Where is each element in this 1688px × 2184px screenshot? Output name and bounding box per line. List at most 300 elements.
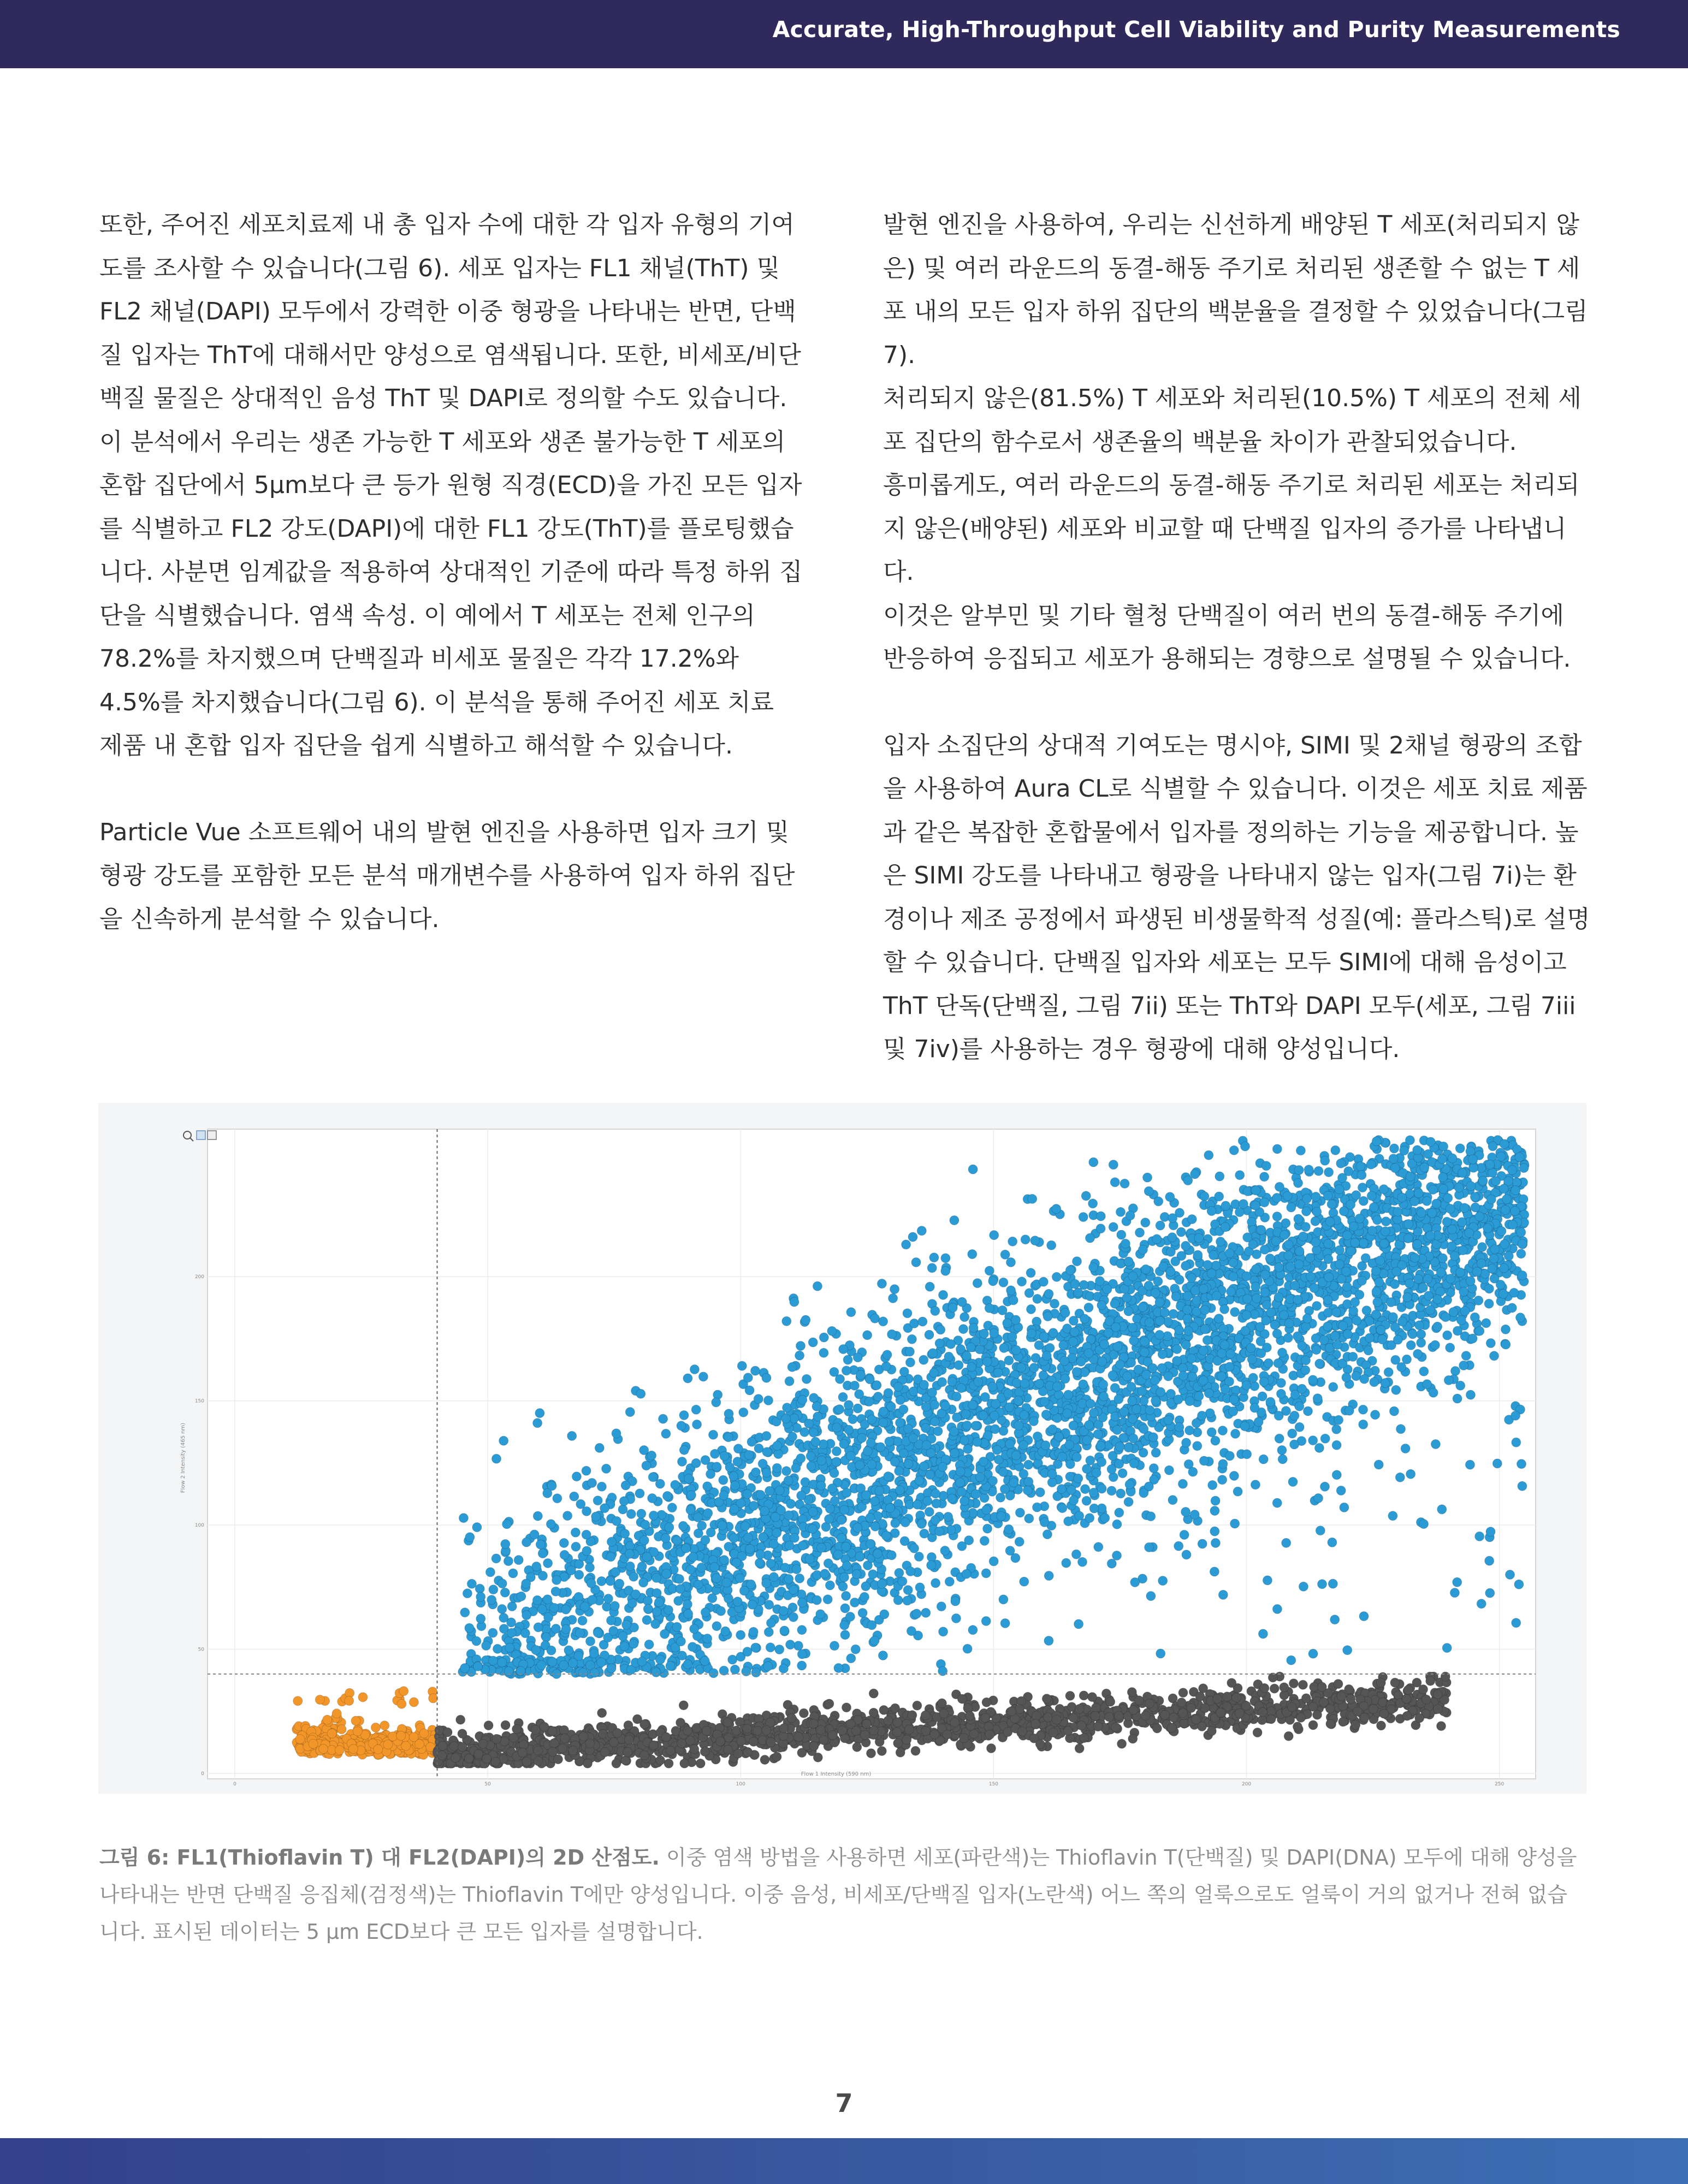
- point-cell: [697, 1521, 707, 1530]
- point-cell: [830, 1641, 839, 1651]
- point-cell: [1181, 1241, 1191, 1250]
- point-cell: [1276, 1389, 1286, 1398]
- point-cell: [671, 1480, 680, 1489]
- point-cell: [825, 1515, 834, 1524]
- point-cell: [1500, 1140, 1509, 1149]
- point-cell: [1124, 1257, 1133, 1266]
- point-cell: [939, 1627, 948, 1636]
- point-protein: [702, 1726, 711, 1736]
- point-cell: [651, 1619, 660, 1629]
- point-protein: [661, 1732, 671, 1742]
- left-paragraph-2: Particle Vue 소프트웨어 내의 발현 엔진을 사용하면 입자 크기 및 형광 강도를 포함한 모든 분석 매개변수를 사용하여 입자 하위 집단을 신속하게 분석할 수 있습니다.: [99, 818, 795, 933]
- point-cell: [1065, 1472, 1075, 1481]
- point-cell: [920, 1529, 929, 1538]
- point-cell: [648, 1494, 657, 1503]
- point-protein: [867, 1749, 876, 1758]
- point-cell: [764, 1396, 773, 1405]
- point-cell: [1182, 1550, 1191, 1559]
- point-protein: [1270, 1684, 1279, 1693]
- point-cell: [522, 1538, 531, 1547]
- point-cell: [1431, 1440, 1440, 1449]
- point-protein: [1200, 1704, 1210, 1713]
- point-cell: [947, 1377, 957, 1386]
- point-cell: [840, 1630, 850, 1640]
- point-protein: [1433, 1690, 1442, 1699]
- point-cell: [785, 1376, 794, 1386]
- point-cell: [1242, 1450, 1252, 1459]
- point-protein: [560, 1734, 570, 1743]
- point-cell: [968, 1165, 978, 1174]
- point-cell: [1299, 1582, 1308, 1591]
- point-cell: [636, 1389, 645, 1398]
- point-protein: [478, 1740, 488, 1749]
- point-protein: [1111, 1723, 1121, 1732]
- point-protein: [1080, 1734, 1089, 1743]
- point-cell: [1281, 1219, 1290, 1228]
- point-protein: [1195, 1692, 1205, 1701]
- point-cell: [533, 1511, 542, 1521]
- point-cell: [1011, 1315, 1021, 1325]
- point-protein: [724, 1745, 733, 1754]
- point-cell: [751, 1366, 760, 1375]
- point-cell: [611, 1568, 620, 1577]
- point-cell: [1241, 1142, 1250, 1151]
- point-cell: [846, 1308, 856, 1317]
- point-protein: [1227, 1678, 1236, 1688]
- point-protein: [860, 1730, 869, 1740]
- point-protein: [1426, 1676, 1435, 1686]
- point-protein: [743, 1748, 753, 1757]
- point-protein: [787, 1713, 796, 1723]
- point-cell: [716, 1606, 726, 1616]
- point-protein: [950, 1718, 960, 1727]
- point-protein: [723, 1718, 732, 1727]
- point-protein: [1232, 1693, 1241, 1702]
- point-cell: [1272, 1144, 1282, 1154]
- point-protein: [548, 1747, 558, 1756]
- point-cell: [835, 1405, 844, 1414]
- point-protein: [1042, 1694, 1051, 1704]
- point-cell: [679, 1411, 689, 1420]
- point-cell: [1109, 1160, 1118, 1170]
- point-cell: [973, 1279, 982, 1288]
- point-cell: [1048, 1425, 1057, 1434]
- point-cell: [1171, 1257, 1180, 1266]
- point-cell: [1451, 1367, 1460, 1376]
- point-cell: [1187, 1215, 1197, 1224]
- point-protein: [985, 1730, 994, 1739]
- point-cell: [1015, 1537, 1024, 1546]
- point-cell: [999, 1278, 1008, 1287]
- point-protein: [1007, 1707, 1016, 1716]
- point-protein: [1049, 1728, 1058, 1737]
- point-cell: [1461, 1351, 1471, 1361]
- point-protein: [1402, 1711, 1412, 1720]
- point-protein: [676, 1718, 685, 1728]
- point-cell: [559, 1539, 568, 1548]
- point-cell: [659, 1414, 668, 1423]
- point-protein: [548, 1726, 557, 1736]
- point-protein: [737, 1736, 746, 1746]
- point-cell: [951, 1597, 960, 1606]
- point-cell: [1112, 1520, 1122, 1529]
- point-cell: [639, 1578, 648, 1587]
- point-cell: [1413, 1349, 1423, 1358]
- point-cell: [1138, 1245, 1147, 1254]
- point-cell: [1372, 1287, 1381, 1296]
- point-protein: [512, 1724, 522, 1734]
- point-cell: [1332, 1470, 1341, 1480]
- point-cell: [739, 1408, 748, 1417]
- point-cell: [635, 1489, 644, 1498]
- point-protein: [779, 1724, 789, 1733]
- point-cell: [1005, 1403, 1014, 1412]
- point-cell: [960, 1313, 969, 1322]
- point-cell: [1388, 1511, 1397, 1521]
- point-cell: [945, 1577, 954, 1586]
- point-cell: [1235, 1171, 1245, 1180]
- point-protein: [1177, 1698, 1186, 1707]
- point-cell: [925, 1507, 934, 1516]
- point-cell: [1390, 1144, 1399, 1153]
- point-cell: [1272, 1498, 1282, 1508]
- point-non-cell: [351, 1716, 360, 1725]
- point-cell: [1218, 1590, 1228, 1599]
- point-cell: [1033, 1294, 1042, 1303]
- point-cell: [1359, 1420, 1368, 1429]
- point-cell: [879, 1407, 888, 1416]
- point-cell: [1218, 1426, 1227, 1435]
- point-protein: [892, 1728, 902, 1737]
- point-protein: [794, 1732, 803, 1742]
- point-protein: [696, 1759, 705, 1768]
- point-cell: [1145, 1542, 1154, 1552]
- point-protein: [1088, 1693, 1097, 1702]
- point-cell: [1320, 1482, 1330, 1491]
- point-protein: [838, 1726, 847, 1735]
- point-protein: [1169, 1713, 1178, 1722]
- point-cell: [1247, 1218, 1257, 1227]
- point-cell: [1259, 1455, 1268, 1464]
- point-protein: [456, 1715, 465, 1724]
- point-cell: [1437, 1505, 1447, 1514]
- point-protein: [438, 1741, 447, 1750]
- point-cell: [1200, 1192, 1209, 1201]
- point-protein: [491, 1757, 500, 1766]
- point-cell: [493, 1644, 502, 1653]
- point-cell: [801, 1315, 810, 1325]
- point-non-cell: [348, 1744, 358, 1754]
- point-cell: [939, 1290, 948, 1299]
- point-cell: [725, 1463, 735, 1472]
- point-protein: [1441, 1672, 1450, 1681]
- point-non-cell: [335, 1746, 345, 1755]
- point-cell: [1484, 1299, 1494, 1308]
- point-cell: [690, 1624, 699, 1634]
- point-protein: [809, 1719, 818, 1728]
- point-protein: [1241, 1701, 1251, 1711]
- point-protein: [501, 1720, 510, 1730]
- point-cell: [644, 1640, 654, 1649]
- point-protein: [1353, 1707, 1362, 1716]
- point-protein: [1317, 1682, 1326, 1692]
- point-protein: [1141, 1711, 1150, 1720]
- point-protein: [568, 1746, 578, 1755]
- point-cell: [842, 1488, 851, 1498]
- point-cell: [642, 1616, 651, 1625]
- point-protein: [1063, 1726, 1073, 1736]
- point-cell: [845, 1612, 855, 1622]
- point-protein: [921, 1711, 930, 1720]
- point-cell: [691, 1458, 701, 1468]
- point-protein: [1394, 1690, 1403, 1700]
- point-protein: [677, 1738, 686, 1748]
- point-protein: [716, 1737, 725, 1746]
- point-protein: [451, 1753, 460, 1762]
- point-cell: [762, 1373, 771, 1382]
- point-cell: [775, 1645, 784, 1654]
- point-cell: [504, 1557, 513, 1566]
- point-cell: [1097, 1457, 1106, 1467]
- point-cell: [1044, 1636, 1053, 1646]
- point-cell: [789, 1612, 798, 1622]
- point-non-cell: [409, 1698, 418, 1707]
- point-protein: [1346, 1694, 1355, 1704]
- point-cell: [1450, 1588, 1459, 1598]
- point-non-cell: [401, 1741, 411, 1750]
- point-cell: [868, 1570, 878, 1579]
- point-cell: [921, 1608, 931, 1617]
- point-protein: [1301, 1694, 1311, 1703]
- point-cell: [899, 1367, 909, 1376]
- point-cell: [896, 1396, 905, 1405]
- point-cell: [625, 1408, 635, 1417]
- point-cell: [1381, 1379, 1390, 1388]
- point-protein: [1289, 1679, 1298, 1688]
- point-protein: [1079, 1691, 1088, 1700]
- point-cell: [917, 1226, 926, 1236]
- point-protein: [449, 1742, 459, 1751]
- point-protein: [1114, 1711, 1123, 1720]
- point-cell: [1492, 1459, 1502, 1468]
- point-non-cell: [409, 1732, 418, 1742]
- point-cell: [962, 1421, 972, 1430]
- point-protein: [1422, 1695, 1431, 1704]
- point-cell: [1518, 1239, 1527, 1249]
- point-cell: [1047, 1478, 1057, 1487]
- point-cell: [626, 1509, 636, 1518]
- point-protein: [1127, 1688, 1136, 1697]
- point-protein: [893, 1738, 903, 1748]
- point-cell: [1065, 1440, 1074, 1450]
- point-cell: [491, 1554, 501, 1563]
- point-cell: [1084, 1303, 1093, 1312]
- point-non-cell: [327, 1729, 336, 1738]
- point-cell: [1071, 1550, 1081, 1559]
- point-protein: [1437, 1722, 1446, 1731]
- point-protein: [762, 1726, 771, 1735]
- point-cell: [1218, 1459, 1228, 1469]
- point-cell: [661, 1429, 671, 1438]
- point-protein: [1216, 1708, 1225, 1717]
- point-cell: [1504, 1251, 1513, 1261]
- point-protein: [1134, 1696, 1144, 1705]
- point-protein: [884, 1716, 893, 1725]
- point-cell: [530, 1530, 539, 1539]
- point-cell: [1210, 1506, 1219, 1516]
- point-protein: [1287, 1702, 1296, 1712]
- point-cell: [1204, 1150, 1213, 1160]
- point-cell: [507, 1602, 517, 1611]
- point-protein: [1035, 1740, 1045, 1749]
- point-cell: [1488, 1142, 1497, 1151]
- point-cell: [718, 1521, 727, 1530]
- point-cell: [903, 1586, 913, 1595]
- point-protein: [612, 1759, 621, 1768]
- point-protein: [1091, 1711, 1100, 1720]
- point-cell: [959, 1325, 968, 1334]
- point-protein: [1093, 1722, 1103, 1731]
- point-cell: [1047, 1469, 1057, 1479]
- point-cell: [1086, 1233, 1095, 1243]
- point-cell: [836, 1374, 845, 1384]
- point-protein: [1117, 1739, 1127, 1748]
- point-cell: [1499, 1289, 1508, 1298]
- point-non-cell: [397, 1699, 406, 1708]
- point-cell: [1117, 1230, 1126, 1239]
- point-cell: [729, 1534, 738, 1543]
- point-cell: [1275, 1434, 1284, 1443]
- point-cell: [842, 1366, 851, 1375]
- point-cell: [1314, 1494, 1323, 1503]
- point-cell: [1000, 1619, 1010, 1628]
- point-protein: [982, 1698, 991, 1707]
- point-cell: [1331, 1146, 1340, 1155]
- point-protein: [1280, 1683, 1289, 1692]
- point-protein: [1402, 1694, 1411, 1704]
- point-protein: [1031, 1719, 1040, 1729]
- point-cell: [1274, 1411, 1283, 1420]
- point-cell: [1115, 1508, 1124, 1517]
- point-protein: [680, 1759, 689, 1768]
- point-protein: [749, 1737, 759, 1747]
- point-cell: [877, 1279, 886, 1289]
- point-cell: [791, 1463, 801, 1473]
- point-cell: [1024, 1460, 1033, 1469]
- point-cell: [1235, 1208, 1244, 1217]
- point-cell: [981, 1569, 991, 1578]
- point-protein: [1192, 1715, 1201, 1724]
- point-protein: [443, 1728, 452, 1737]
- point-cell: [1008, 1332, 1017, 1342]
- point-protein: [1207, 1726, 1216, 1736]
- point-cell: [1229, 1471, 1239, 1481]
- point-cell: [1371, 1410, 1380, 1420]
- point-cell: [586, 1637, 595, 1646]
- point-cell: [806, 1451, 815, 1461]
- point-protein: [828, 1731, 837, 1740]
- point-cell: [767, 1618, 776, 1628]
- point-cell: [931, 1578, 940, 1588]
- point-cell: [1215, 1172, 1224, 1181]
- point-protein: [1403, 1685, 1413, 1694]
- point-protein: [664, 1759, 673, 1768]
- point-protein: [583, 1759, 593, 1768]
- point-protein: [1377, 1721, 1386, 1730]
- point-cell: [893, 1595, 903, 1605]
- point-protein: [1284, 1731, 1293, 1741]
- point-cell: [1356, 1162, 1365, 1171]
- point-protein: [540, 1722, 549, 1731]
- point-protein: [1044, 1713, 1053, 1722]
- point-protein: [879, 1706, 889, 1715]
- point-protein: [437, 1751, 447, 1760]
- point-cell: [927, 1263, 937, 1273]
- point-cell: [1324, 1239, 1333, 1249]
- point-cell: [677, 1421, 686, 1431]
- point-protein: [1376, 1678, 1385, 1687]
- point-cell: [712, 1398, 721, 1407]
- point-cell: [1256, 1337, 1265, 1346]
- point-cell: [783, 1403, 792, 1413]
- point-non-cell: [345, 1696, 354, 1706]
- point-cell: [808, 1507, 818, 1516]
- point-cell: [1116, 1207, 1126, 1216]
- point-cell: [911, 1257, 921, 1267]
- left-column: [99, 203, 804, 984]
- point-cell: [1258, 1392, 1267, 1401]
- point-cell: [1466, 1390, 1475, 1399]
- point-protein: [1091, 1703, 1100, 1712]
- point-cell: [720, 1451, 729, 1461]
- point-protein: [601, 1748, 610, 1757]
- point-cell: [1130, 1578, 1140, 1587]
- point-cell: [1039, 1277, 1048, 1286]
- point-protein: [816, 1725, 825, 1735]
- point-cell: [719, 1475, 728, 1485]
- point-cell: [1374, 1460, 1383, 1469]
- point-non-cell: [380, 1721, 389, 1730]
- point-cell: [514, 1556, 523, 1565]
- point-protein: [904, 1725, 914, 1734]
- point-non-cell: [419, 1729, 429, 1738]
- point-cell: [844, 1400, 854, 1410]
- point-protein: [492, 1734, 501, 1743]
- point-cell: [866, 1438, 875, 1447]
- right-paragraph-2: 처리되지 않은(81.5%) T 세포와 처리된(10.5%) T 세포의 전체 세포 집단의 함수로서 생존율의 백분율 차이가 관찰되었습니다.: [883, 384, 1582, 456]
- point-cell: [683, 1600, 692, 1609]
- point-protein: [1075, 1704, 1084, 1713]
- point-protein: [1223, 1692, 1232, 1701]
- point-cell: [1514, 1580, 1524, 1589]
- point-cell: [802, 1374, 812, 1384]
- point-protein: [1160, 1710, 1170, 1719]
- point-protein: [1390, 1678, 1400, 1687]
- point-protein: [1069, 1713, 1078, 1723]
- point-non-cell: [383, 1740, 393, 1749]
- point-protein: [1296, 1713, 1306, 1722]
- point-cell: [1093, 1429, 1103, 1439]
- point-cell: [1176, 1227, 1186, 1237]
- point-cell: [1000, 1250, 1010, 1259]
- point-cell: [1290, 1440, 1299, 1449]
- point-protein: [851, 1726, 861, 1736]
- point-cell: [1349, 1306, 1358, 1315]
- point-protein: [937, 1699, 946, 1708]
- point-cell: [564, 1646, 573, 1655]
- point-cell: [980, 1536, 989, 1546]
- point-cell: [905, 1358, 915, 1367]
